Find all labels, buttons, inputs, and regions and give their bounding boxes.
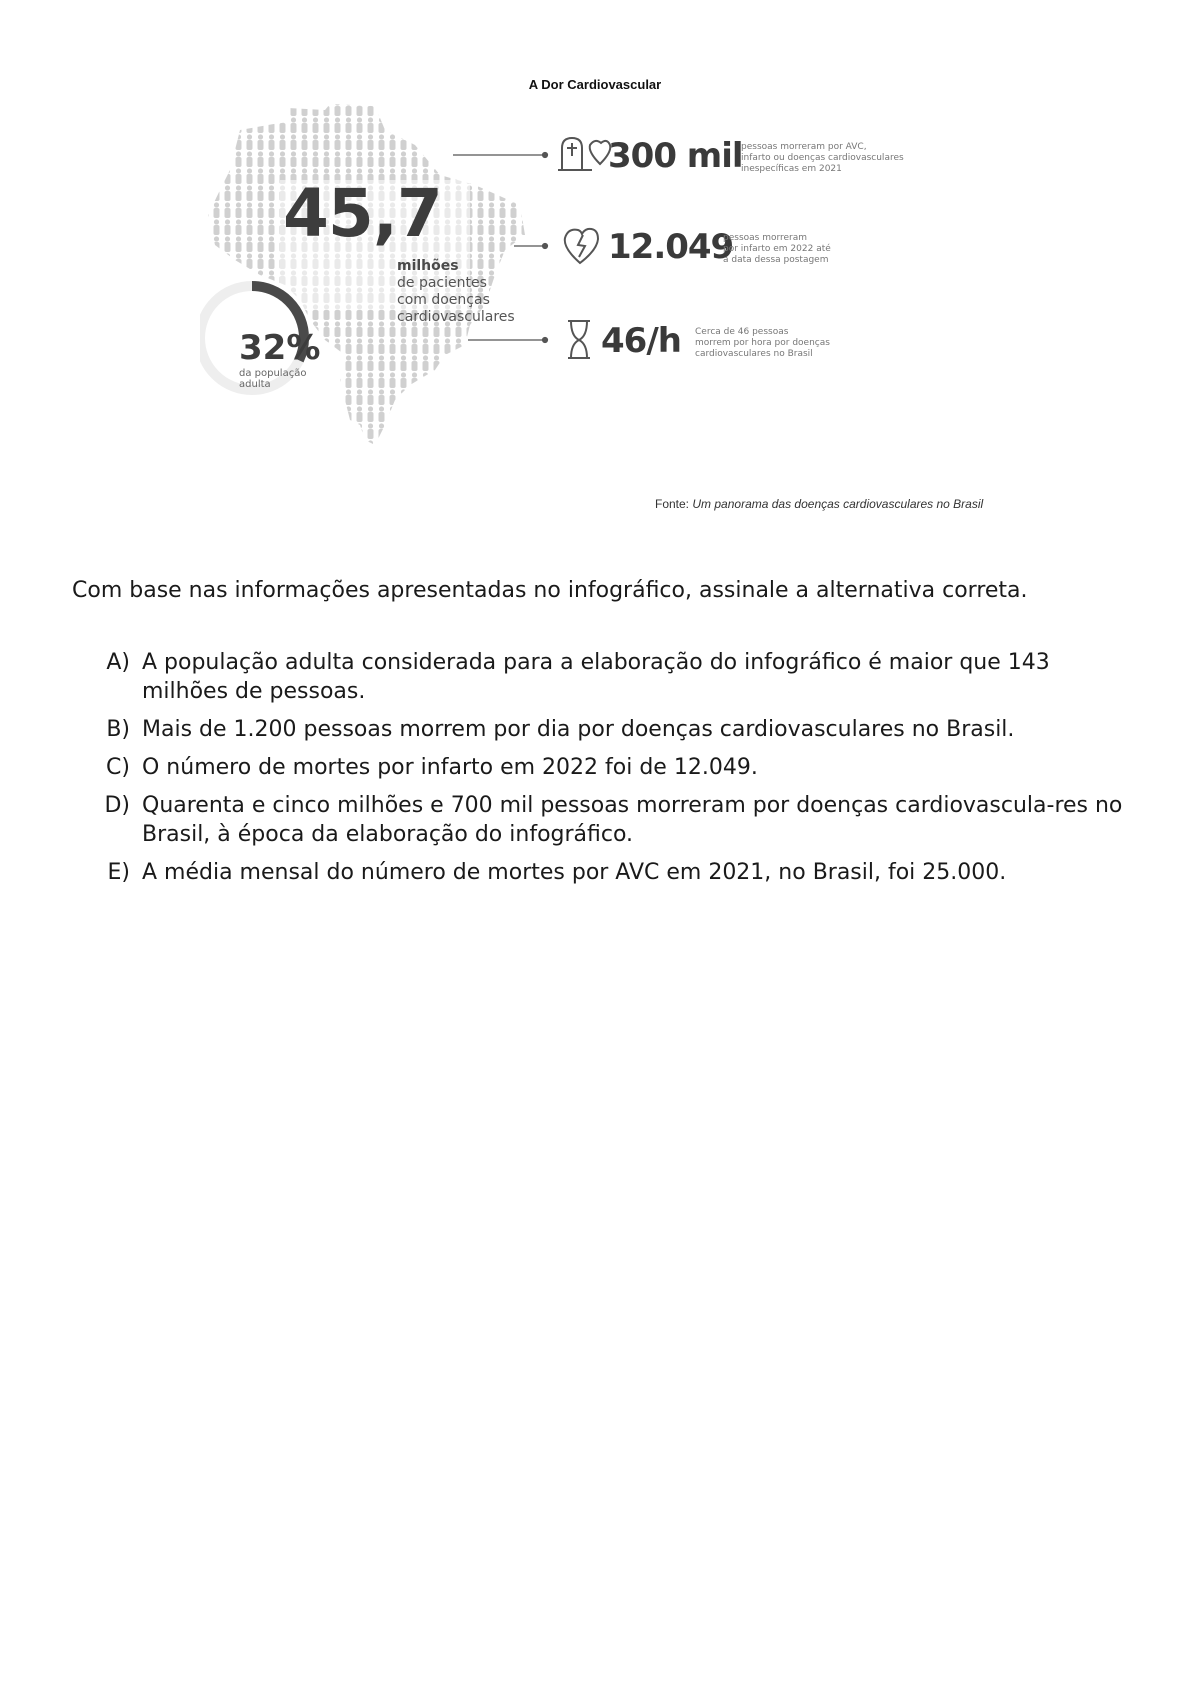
answer-options	[82, 648, 1132, 896]
main-desc-line-3: cardiovasculares	[397, 309, 515, 325]
option-c[interactable]	[82, 753, 1132, 782]
tombstone-heart-icon	[558, 138, 610, 170]
stat-value-deaths-2021: 300 mil	[608, 136, 743, 176]
stat-desc-line: por infarto em 2022 até	[723, 244, 831, 254]
option-a[interactable]	[82, 648, 1132, 706]
option-text: Quarenta e cinco milhões e 700 mil pessoas morreram por doenças cardiovascula-res no Brasil, à época da elaboração do infográfico.	[142, 793, 1123, 847]
option-text: Mais de 1.200 pessoas morrem por dia por doenças cardiovasculares no Brasil.	[142, 717, 1015, 742]
percent-label-line-1: da população	[239, 368, 307, 379]
question-prompt: Com base nas informações apresentadas no infográfico, assinale a alternativa correta.	[72, 578, 1028, 603]
page-title: A Dor Cardiovascular	[528, 77, 662, 92]
infographic	[200, 100, 1000, 500]
option-d[interactable]	[82, 791, 1132, 849]
hourglass-icon	[568, 321, 590, 358]
option-e[interactable]	[82, 858, 1132, 887]
stat-desc-line: pessoas morreram	[723, 233, 808, 243]
option-letter: A)	[106, 650, 130, 675]
stat-desc-line: a data dessa postagem	[723, 255, 829, 265]
percent-label	[239, 368, 319, 390]
option-text: A média mensal do número de mortes por AVC em 2021, no Brasil, foi 25.000.	[142, 860, 1007, 885]
main-unit: milhões	[397, 258, 459, 274]
stat-desc-infarct-2022	[723, 233, 831, 266]
source-prefix: Fonte:	[655, 497, 690, 511]
stat-desc-deaths-2021	[741, 142, 904, 175]
stat-desc-line: Cerca de 46 pessoas	[695, 327, 789, 337]
stat-value-per-hour: 46/h	[601, 321, 681, 361]
percent-label-line-2: adulta	[239, 379, 271, 390]
percent-value: 32%	[239, 328, 321, 368]
stat-desc-line: pessoas morreram por AVC,	[741, 142, 867, 152]
main-desc-line-2: com doenças	[397, 292, 490, 308]
main-number: 45,7	[283, 175, 442, 252]
option-letter: B)	[106, 717, 130, 742]
source-title: Um panorama das doenças cardiovasculares no Brasil	[692, 497, 984, 511]
option-letter: C)	[106, 755, 130, 780]
main-desc-line-1: de pacientes	[397, 275, 487, 291]
stat-desc-line: morrem por hora por doenças	[695, 338, 830, 348]
stat-desc-line: infarto ou doenças cardiovasculares	[741, 153, 904, 163]
option-b[interactable]	[82, 715, 1132, 744]
option-letter: E)	[107, 860, 130, 885]
option-text: O número de mortes por infarto em 2022 foi de 12.049.	[142, 755, 758, 780]
stat-desc-line: inespecíficas em 2021	[741, 164, 842, 174]
source-caption	[655, 497, 983, 511]
stat-desc-per-hour	[695, 327, 830, 360]
broken-heart-icon	[565, 229, 598, 263]
stat-value-infarct-2022: 12.049	[608, 227, 734, 267]
option-text: A população adulta considerada para a elaboração do infográfico é maior que 143 milhões de pessoas.	[142, 650, 1050, 704]
main-description	[397, 258, 515, 326]
stat-desc-line: cardiovasculares no Brasil	[695, 349, 813, 359]
option-letter: D)	[104, 793, 130, 818]
